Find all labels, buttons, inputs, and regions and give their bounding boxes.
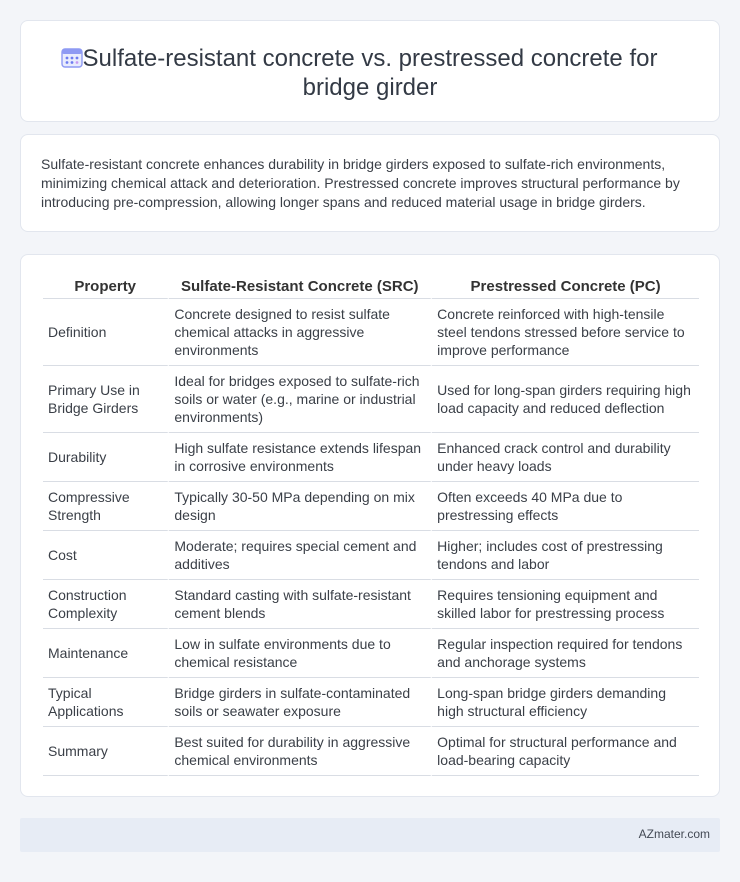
src-cell: Concrete designed to resist sulfate chemical attacks in aggressive environments — [169, 299, 432, 366]
table-row — [43, 531, 699, 580]
property-cell: Primary Use in Bridge Girders — [43, 366, 169, 433]
table-row — [43, 482, 699, 531]
pc-cell: Concrete reinforced with high-tensile steel tendons stressed before service to improve performance — [432, 299, 699, 366]
page-title — [21, 44, 719, 102]
table-row — [43, 433, 699, 482]
src-cell: Bridge girders in sulfate-contaminated soils or seawater exposure — [169, 678, 432, 727]
table-row — [43, 366, 699, 433]
header-property: Property — [43, 275, 169, 299]
property-cell: Cost — [43, 531, 169, 580]
table-row — [43, 580, 699, 629]
page-title-line2: bridge girder — [302, 74, 438, 101]
comparison-table — [43, 275, 699, 776]
comparison-table-card — [20, 254, 720, 797]
src-cell: High sulfate resistance extends lifespan in corrosive environments — [169, 433, 432, 482]
property-cell: Definition — [43, 299, 169, 366]
table-row — [43, 629, 699, 678]
src-cell: Ideal for bridges exposed to sulfate-rich soils or water (e.g., marine or industrial environments) — [169, 366, 432, 433]
title-card — [20, 20, 720, 122]
src-cell: Best suited for durability in aggressive chemical environments — [169, 727, 432, 776]
intro-card — [20, 134, 720, 232]
intro-paragraph: Sulfate-resistant concrete enhances durability in bridge girders exposed to sulfate-rich environments, minimizing chemical attack and deterioration. Prestressed concrete improves structural performance by introducing pre-compression, allowing longer spans and reduced material usage in bridge girders. — [41, 156, 680, 210]
table-row — [43, 727, 699, 776]
pc-cell: Optimal for structural performance and load-bearing capacity — [432, 727, 699, 776]
pc-cell: Regular inspection required for tendons and anchorage systems — [432, 629, 699, 678]
pc-cell: Requires tensioning equipment and skilled labor for prestressing process — [432, 580, 699, 629]
pc-cell: Often exceeds 40 MPa due to prestressing effects — [432, 482, 699, 531]
table-row — [43, 678, 699, 727]
pc-cell: Higher; includes cost of prestressing tendons and labor — [432, 531, 699, 580]
src-cell: Moderate; requires special cement and additives — [169, 531, 432, 580]
table-header-row — [43, 275, 699, 299]
header-pc: Prestressed Concrete (PC) — [432, 275, 699, 299]
src-cell: Low in sulfate environments due to chemical resistance — [169, 629, 432, 678]
pc-cell: Used for long-span girders requiring high load capacity and reduced deflection — [432, 366, 699, 433]
table-row — [43, 299, 699, 366]
property-cell: Typical Applications — [43, 678, 169, 727]
property-cell: Compressive Strength — [43, 482, 169, 531]
src-cell: Standard casting with sulfate-resistant cement blends — [169, 580, 432, 629]
property-cell: Summary — [43, 727, 169, 776]
pc-cell: Long-span bridge girders demanding high structural efficiency — [432, 678, 699, 727]
page-title-line1: Sulfate-resistant concrete vs. prestressed concrete for — [82, 45, 658, 72]
src-cell: Typically 30-50 MPa depending on mix design — [169, 482, 432, 531]
header-src: Sulfate-Resistant Concrete (SRC) — [169, 275, 432, 299]
footer-brand: AZmater.com — [638, 827, 710, 841]
property-cell: Durability — [43, 433, 169, 482]
property-cell: Construction Complexity — [43, 580, 169, 629]
footer — [20, 818, 720, 852]
pc-cell: Enhanced crack control and durability under heavy loads — [432, 433, 699, 482]
property-cell: Maintenance — [43, 629, 169, 678]
